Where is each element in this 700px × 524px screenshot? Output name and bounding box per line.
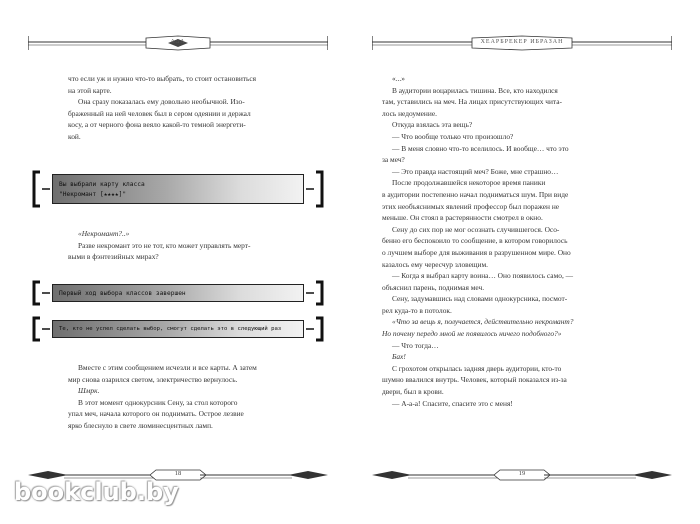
system-message-line: Первый ход выбора классов завершен bbox=[59, 290, 186, 297]
paragraph: мир снова озарился светом, электричество вернулось. bbox=[68, 374, 238, 384]
left-page bbox=[28, 0, 328, 524]
left-folio: 18 bbox=[174, 470, 182, 477]
paragraph: Бах! bbox=[392, 352, 406, 362]
right-page bbox=[372, 0, 672, 524]
paragraph: «Некромант?..» bbox=[78, 229, 130, 238]
paragraph: что если уж и нужно что-то выбрать, то стоит остановиться bbox=[68, 74, 257, 83]
watermark-logo: bookclub.by bbox=[14, 478, 179, 506]
left-text-mid bbox=[68, 228, 318, 263]
system-message-box-next-time bbox=[28, 316, 328, 342]
paragraph: Вместе с этим сообщением исчезли и все карты. А затем bbox=[78, 363, 257, 372]
paragraph: выми в фэнтезийных мирах? bbox=[68, 252, 159, 261]
paragraph: упал меч, начала которого он поднимать. Острое лезвие bbox=[68, 409, 244, 418]
system-message-line: Вы выбрали карту класса bbox=[59, 181, 145, 188]
left-text-bottom bbox=[68, 362, 318, 431]
paragraph: В этот момент однокурсник Сену, за стол которого bbox=[78, 397, 238, 407]
right-text bbox=[382, 73, 638, 409]
paragraph: После продолжавшейся некоторое время паники bbox=[392, 178, 546, 188]
paragraph: бенно его беспокоило то сообщение, в котором говорилось bbox=[382, 236, 568, 246]
paragraph: объяснил парень, поднимая меч. bbox=[382, 282, 485, 292]
paragraph: шумно ввалился внутрь. Человек, который показался из-за bbox=[382, 375, 567, 385]
paragraph: — А-а-а! Спасите, спасите это с меня! bbox=[392, 398, 513, 408]
paragraph: браженный на ней человек был в сером одеянии и держал bbox=[68, 108, 251, 118]
paragraph: в аудитории постепенно начал подниматься шум. При виде bbox=[382, 189, 569, 199]
paragraph: Сену до сих пор не мог осознать случившегося. Осо- bbox=[392, 224, 560, 234]
paragraph: Сену, задумавшись над словами однокурсника, посмот- bbox=[392, 294, 568, 304]
left-text-top bbox=[68, 73, 318, 142]
paragraph: В аудитории воцарилась тишина. Все, кто находился bbox=[392, 85, 558, 95]
paragraph: казалось ему чересчур зловещим. bbox=[382, 259, 489, 269]
right-running-head: ХЕАРБРЕКЕР ИБРАЗАН bbox=[480, 39, 564, 45]
system-message-line: "Некромант [★★★★]" bbox=[59, 191, 127, 198]
paragraph: косу, а от черного фона веяло какой-то темной энергети- bbox=[68, 120, 246, 129]
paragraph: Разве некромант это не тот, кто может управлять мерт- bbox=[78, 240, 251, 250]
paragraph: С грохотом открылась задняя дверь аудитории, кто-то bbox=[392, 363, 562, 373]
paragraph: там, уставились на меч. На лицах присутствующих чита- bbox=[382, 97, 562, 107]
paragraph: «...» bbox=[392, 74, 405, 83]
paragraph: «Что за вещь я, получается, действительно некромант? bbox=[392, 317, 574, 327]
paragraph: Шмрк. bbox=[78, 386, 100, 395]
system-message-box-class-card bbox=[28, 170, 328, 208]
system-message-panel bbox=[52, 320, 304, 338]
system-message-panel bbox=[52, 174, 304, 204]
left-header-ornament bbox=[28, 30, 328, 56]
paragraph: рел куда-то в потолок. bbox=[382, 305, 452, 315]
paragraph: Откуда взялась эта вещь? bbox=[392, 120, 473, 130]
system-message-panel bbox=[52, 284, 304, 302]
paragraph: — Когда я выбрал карту воина… Оно появилось само, — bbox=[392, 271, 574, 281]
paragraph: — Это правда настоящий меч? Боже, мне страшно… bbox=[392, 166, 559, 176]
paragraph: двери, был в крови. bbox=[382, 387, 444, 397]
paragraph: ярко блеснуло в свете люминесцентных ламп. bbox=[68, 420, 213, 430]
system-message-box-turn-complete bbox=[28, 280, 328, 306]
paragraph: меньше. Он стоял в растерянности смотрел в окно. bbox=[382, 213, 543, 223]
paragraph: кой. bbox=[68, 131, 81, 141]
paragraph: Она сразу показалась ему довольно необычной. Изо- bbox=[78, 97, 245, 106]
right-folio: 19 bbox=[518, 470, 526, 477]
paragraph: Но почему передо мной не появилось ничего подобного?» bbox=[382, 329, 562, 339]
paragraph: лось недоумение. bbox=[382, 108, 437, 118]
right-header-ornament bbox=[372, 30, 672, 56]
paragraph: — В меня словно что-то вселилось. И вообще… что это bbox=[392, 143, 569, 153]
paragraph: о лучшем выборе для выживания в разрушенном мире. Оно bbox=[382, 247, 571, 257]
system-message-line: Те, кто не успел сделать выбор, смогут сделать это в следующий раз bbox=[59, 326, 282, 332]
paragraph: за меч? bbox=[382, 155, 405, 165]
paragraph: на этой карте. bbox=[68, 85, 112, 95]
right-footer-ornament bbox=[372, 465, 672, 485]
paragraph: этих необъяснимых явлений профессор был поражен не bbox=[382, 201, 560, 211]
paragraph: — Что вообще только что произошло? bbox=[392, 131, 514, 141]
left-running-head: ΔΔΔ bbox=[170, 39, 186, 45]
paragraph: — Что тогда… bbox=[392, 340, 439, 350]
